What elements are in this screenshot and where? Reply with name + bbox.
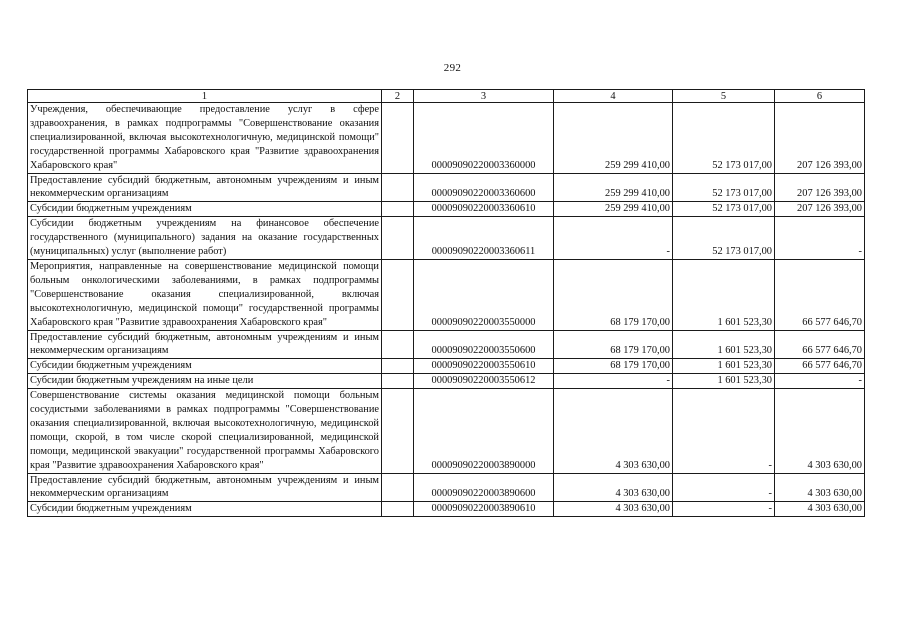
row-amount-col6: - (775, 217, 865, 260)
row-amount-col4: 4 303 630,00 (554, 389, 673, 473)
row-code: 00009090220003550610 (414, 359, 554, 374)
table-row (28, 502, 865, 517)
row-code: 00009090220003360000 (414, 103, 554, 174)
row-amount-col6: 66 577 646,70 (775, 359, 865, 374)
row-amount-col6: 66 577 646,70 (775, 259, 865, 330)
row-col2 (382, 359, 414, 374)
header-col-4: 4 (554, 90, 673, 103)
row-code: 00009090220003550612 (414, 374, 554, 389)
row-code: 00009090220003890610 (414, 502, 554, 517)
row-amount-col6: 4 303 630,00 (775, 389, 865, 473)
header-col-5: 5 (673, 90, 775, 103)
row-description: Предоставление субсидий бюджетным, автономным учреждениям и иным некоммерческим организациям (28, 473, 382, 502)
row-description: Субсидии бюджетным учреждениям (28, 502, 382, 517)
table-body (28, 103, 865, 517)
row-amount-col5: 52 173 017,00 (673, 202, 775, 217)
row-description: Субсидии бюджетным учреждениям на иные цели (28, 374, 382, 389)
table-row (28, 217, 865, 260)
row-amount-col5: 1 601 523,30 (673, 259, 775, 330)
row-amount-col6: 207 126 393,00 (775, 202, 865, 217)
row-col2 (382, 502, 414, 517)
table-row (28, 259, 865, 330)
row-description: Субсидии бюджетным учреждениям (28, 202, 382, 217)
header-row (28, 90, 865, 103)
row-amount-col5: 1 601 523,30 (673, 330, 775, 359)
header-col-2: 2 (382, 90, 414, 103)
row-col2 (382, 103, 414, 174)
row-amount-col4: 4 303 630,00 (554, 502, 673, 517)
budget-table (27, 89, 865, 517)
row-amount-col4: 68 179 170,00 (554, 259, 673, 330)
row-description: Субсидии бюджетным учреждениям (28, 359, 382, 374)
table-row (28, 202, 865, 217)
row-amount-col6: 66 577 646,70 (775, 330, 865, 359)
row-col2 (382, 173, 414, 202)
row-amount-col6: - (775, 374, 865, 389)
row-col2 (382, 389, 414, 473)
table-row (28, 374, 865, 389)
row-description: Предоставление субсидий бюджетным, автономным учреждениям и иным некоммерческим организациям (28, 173, 382, 202)
row-amount-col5: 52 173 017,00 (673, 217, 775, 260)
table-row (28, 330, 865, 359)
row-col2 (382, 330, 414, 359)
table-row (28, 359, 865, 374)
row-col2 (382, 217, 414, 260)
row-code: 00009090220003890600 (414, 473, 554, 502)
row-description: Предоставление субсидий бюджетным, автономным учреждениям и иным некоммерческим организациям (28, 330, 382, 359)
table-row (28, 389, 865, 473)
header-col-1: 1 (28, 90, 382, 103)
table-row (28, 173, 865, 202)
row-code: 00009090220003360600 (414, 173, 554, 202)
row-amount-col4: 4 303 630,00 (554, 473, 673, 502)
row-code: 00009090220003550000 (414, 259, 554, 330)
row-amount-col5: - (673, 473, 775, 502)
row-code: 00009090220003550600 (414, 330, 554, 359)
row-amount-col5: 1 601 523,30 (673, 359, 775, 374)
row-amount-col4: 259 299 410,00 (554, 202, 673, 217)
row-col2 (382, 473, 414, 502)
row-amount-col6: 207 126 393,00 (775, 173, 865, 202)
row-amount-col6: 207 126 393,00 (775, 103, 865, 174)
row-amount-col4: - (554, 217, 673, 260)
row-amount-col5: 52 173 017,00 (673, 173, 775, 202)
table-row (28, 103, 865, 174)
header-col-6: 6 (775, 90, 865, 103)
row-col2 (382, 202, 414, 217)
table-row (28, 473, 865, 502)
row-amount-col4: 259 299 410,00 (554, 103, 673, 174)
row-amount-col5: 1 601 523,30 (673, 374, 775, 389)
row-code: 00009090220003360611 (414, 217, 554, 260)
row-col2 (382, 374, 414, 389)
row-description: Совершенствование системы оказания медицинской помощи больным сосудистыми заболеваниями в рамках подпрограммы "Совершенствование оказания специализированной, включая высокотехнологичную, медицинской помощи, скорой, в том числе скорой специализированной, медицинской помощи, медицинской эвакуации" государственной программы Хабаровского края "Развитие здравоохранения Хабаровского края" (28, 389, 382, 473)
row-amount-col5: - (673, 502, 775, 517)
row-description: Учреждения, обеспечивающие предоставление услуг в сфере здравоохранения, в рамках подпрограммы "Совершенствование оказания специализированной, включая высокотехнологичную, медицинской помощи" государственной программы Хабаровского края "Развитие здравоохранения Хабаровского края" (28, 103, 382, 174)
row-amount-col6: 4 303 630,00 (775, 502, 865, 517)
row-amount-col4: 259 299 410,00 (554, 173, 673, 202)
row-amount-col4: - (554, 374, 673, 389)
row-description: Субсидии бюджетным учреждениям на финансовое обеспечение государственного (муниципального) задания на оказание государственных (муниципальных) услуг (выполнение работ) (28, 217, 382, 260)
header-col-3: 3 (414, 90, 554, 103)
row-amount-col5: 52 173 017,00 (673, 103, 775, 174)
row-col2 (382, 259, 414, 330)
row-amount-col6: 4 303 630,00 (775, 473, 865, 502)
row-code: 00009090220003360610 (414, 202, 554, 217)
row-amount-col4: 68 179 170,00 (554, 359, 673, 374)
row-amount-col4: 68 179 170,00 (554, 330, 673, 359)
table-header (28, 90, 865, 103)
row-amount-col5: - (673, 389, 775, 473)
row-code: 00009090220003890000 (414, 389, 554, 473)
row-description: Мероприятия, направленные на совершенствование медицинской помощи больным онкологическими заболеваниями, в рамках подпрограммы "Совершенствование оказания специализированной, включая высокотехнологичную, медицинской помощи" государственной программы Хабаровского края "Развитие здравоохранения Хабаровского края" (28, 259, 382, 330)
page-number: 292 (443, 62, 462, 74)
